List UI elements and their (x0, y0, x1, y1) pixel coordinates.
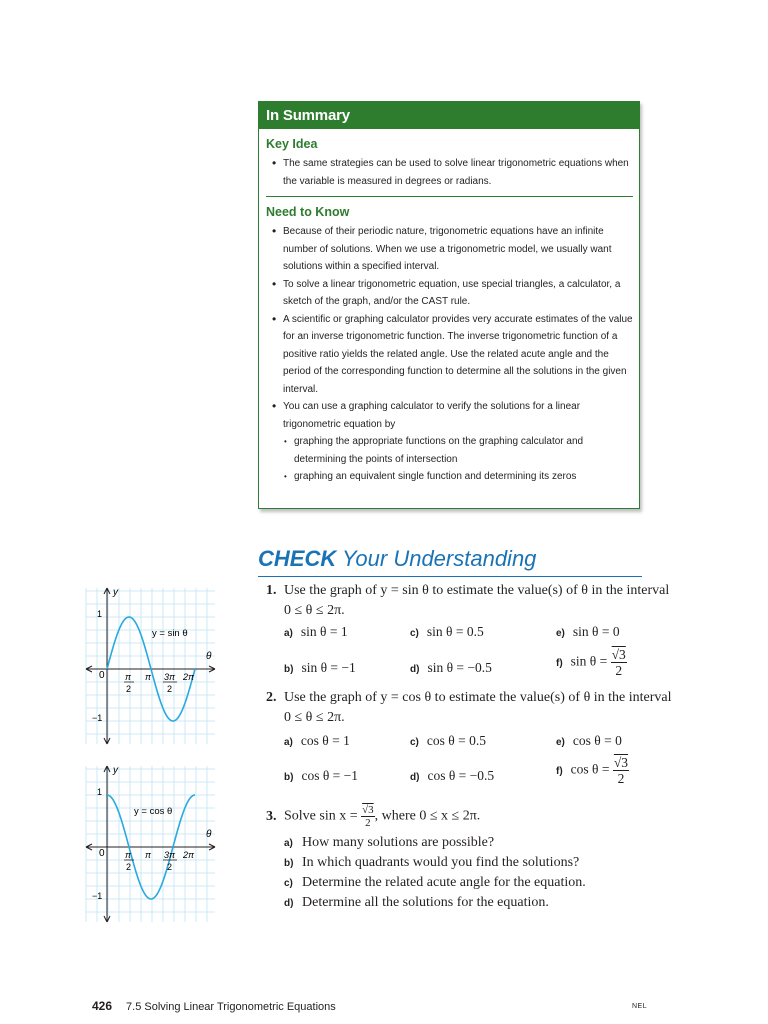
theta-axis-label: θ (206, 829, 212, 840)
tick-label-3pi-over-2-num: 3π (164, 672, 176, 682)
need-item: • A scientific or graphing calculator provides very accurate estimates of the value for an inverse trigonometric function. The inverse trigonometric function of a positive ratio yields the related angle. Use the related acute angle and the period of the corresponding function to determine all the solutions in the given interval. (283, 311, 639, 399)
need-to-know-list (259, 223, 639, 486)
key-idea-list (259, 155, 639, 190)
question-2-interval: 0 ≤ θ ≤ 2π. (284, 710, 345, 725)
question-text-suffix: , where 0 ≤ x ≤ 2π. (374, 808, 481, 824)
tick-label-neg-1: −1 (92, 713, 103, 723)
tick-label-pi-over-2-num: π (125, 850, 132, 860)
need-sub-list (283, 433, 633, 486)
question-3 (266, 804, 480, 829)
question-text: Use the graph of y = sin θ to estimate the value(s) of θ in the interval (284, 583, 670, 598)
need-item: • Because of their periodic nature, trigonometric equations have an infinite number of solutions. When we use a trigonometric model, we usually want solutions within a specified interval. (283, 223, 639, 276)
question-text: Solve sin x = (284, 808, 358, 824)
q2-option-e: e) cos θ = 0 (556, 733, 622, 748)
q2-option-d: d) cos θ = −0.5 (410, 768, 495, 783)
question-number: 1. (266, 583, 277, 598)
need-subitem: • graphing the appropriate functions on the graphing calculator and determining the points of intersection (294, 433, 633, 468)
tick-label-pi: π (145, 850, 152, 860)
fraction-root3-over-2: $\frac{√3}{2}$ (613, 755, 629, 786)
origin-label: 0 (99, 670, 105, 681)
tick-label-3pi-over-2-num: 3π (164, 850, 176, 860)
question-text: Use the graph of y = cos θ to estimate the value(s) of θ in the interval (284, 690, 672, 705)
check-title-rest: Your Understanding (336, 546, 537, 571)
check-rule (258, 576, 642, 577)
fraction-root3-over-2: $\frac{√3}{2}$ (611, 647, 626, 678)
sine-graph-svg (82, 582, 222, 747)
origin-label: 0 (99, 848, 105, 859)
tick-label-pi-over-2-den: 2 (126, 684, 132, 694)
fraction-root3-over-2: $\frac{√3}{2}$ (362, 804, 374, 829)
tick-label-pi-over-2-den: 2 (126, 862, 132, 872)
q3-part-c: c) Determine the related acute angle for the equation. (284, 875, 586, 890)
tick-label-2pi: 2π (183, 672, 195, 682)
question-2 (266, 690, 672, 706)
q1-option-c: c) sin θ = 0.5 (410, 624, 484, 639)
cosine-graph-svg (82, 760, 222, 925)
q1-option-d: d) sin θ = −0.5 (410, 660, 492, 675)
question-number: 2. (266, 690, 277, 705)
q2-option-f: f) cos θ = $\frac{√3}{2}$ (556, 755, 629, 786)
page-footer (92, 999, 336, 1013)
sine-curve-label: y = sin θ (152, 628, 188, 639)
question-1-interval: 0 ≤ θ ≤ 2π. (284, 603, 345, 618)
question-number: 3. (266, 808, 277, 824)
q3-part-b: b) In which quadrants would you find the solutions? (284, 855, 580, 870)
need-item (283, 398, 639, 486)
key-idea-item: • The same strategies can be used to solve linear trigonometric equations when the variable is measured in degrees or radians. (283, 155, 639, 190)
summary-box (258, 101, 640, 509)
tick-label-1: 1 (97, 787, 103, 797)
need-item: • To solve a linear trigonometric equation, use special triangles, a calculator, a sketch of the graph, and/or the CAST rule. (283, 276, 639, 311)
need-subitem: • graphing an equivalent single function and determining its zeros (294, 468, 633, 486)
page-number: 426 (92, 999, 113, 1013)
tick-label-pi-over-2-num: π (125, 672, 132, 682)
q1-option-e: e) sin θ = 0 (556, 624, 620, 639)
check-title (258, 546, 536, 572)
tick-label-3pi-over-2-den: 2 (167, 862, 173, 872)
q1-option-a: a) sin θ = 1 (284, 624, 348, 639)
y-axis-label: y (113, 587, 118, 598)
q3-part-d: d) Determine all the solutions for the equation. (284, 895, 549, 910)
tick-label-pi: π (145, 672, 152, 682)
tick-label-1: 1 (97, 609, 103, 619)
tick-label-3pi-over-2-den: 2 (167, 684, 173, 694)
q2-option-c: c) cos θ = 0.5 (410, 733, 486, 748)
tick-label-neg-1: −1 (92, 891, 103, 901)
check-title-bold: CHECK (258, 546, 337, 571)
summary-header: In Summary (259, 102, 639, 129)
need-to-know-title: Need to Know (266, 205, 350, 219)
need-item-text: You can use a graphing calculator to verify the solutions for a linear trigonometric equation by (283, 401, 581, 430)
sine-graph (82, 582, 222, 747)
section-title: 7.5 Solving Linear Trigonometric Equations (126, 1001, 336, 1013)
q1-option-f: f) sin θ = $\frac{√3}{2}$ (556, 647, 626, 678)
cosine-graph (82, 760, 222, 925)
cosine-curve-label: y = cos θ (134, 806, 173, 817)
key-idea-title: Key Idea (266, 137, 318, 151)
publisher-mark: NEL (632, 1003, 648, 1010)
q2-option-b: b) cos θ = −1 (284, 768, 359, 783)
y-axis-label: y (113, 765, 118, 776)
summary-divider (266, 196, 633, 197)
q1-option-b: b) sin θ = −1 (284, 660, 356, 675)
q3-part-a: a) How many solutions are possible? (284, 835, 495, 850)
theta-axis-label: θ (206, 651, 212, 662)
q2-option-a: a) cos θ = 1 (284, 733, 350, 748)
question-1 (266, 583, 669, 599)
tick-label-2pi: 2π (183, 850, 195, 860)
